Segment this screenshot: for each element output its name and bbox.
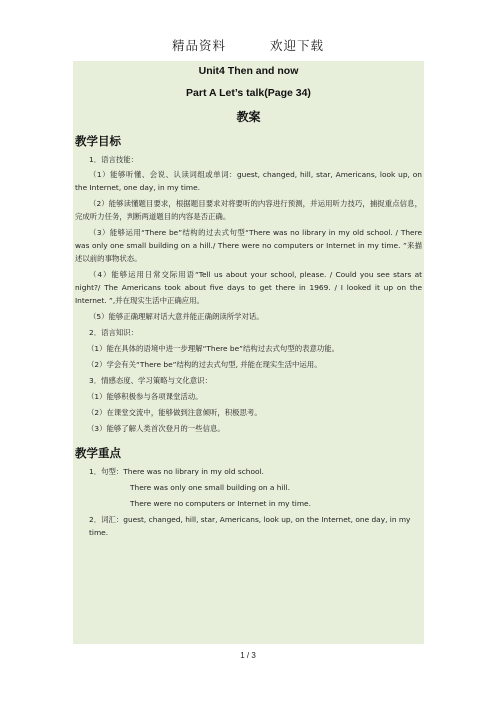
- sentence-3: There were no computers or Internet in my time.: [130, 499, 311, 508]
- skill-item-4: （4）能够运用日常交际用语“Tell us about your school, please. / Could you see stars at night?/ The Americans took about five days to get there in 1969. / I looked it up on the Internet. ”,并在现实生活中正确应用。: [75, 270, 422, 305]
- header-left-text: 精品资料: [171, 38, 226, 53]
- header-right-text: 欢迎下载: [270, 38, 325, 53]
- skill-item-2: （2）能够读懂题目要求，根据题目要求对将要听的内容进行预测，并运用听力技巧，捕捉重点信息，完成听力任务，判断两道题目的内容是否正确。: [75, 199, 422, 221]
- knowledge-item-1: （1）能在具体的语境中进一步理解“There be”结构过去式句型的表意功能。: [87, 344, 340, 353]
- skills-label: 1．语言技能：: [89, 155, 139, 164]
- sentence-2: There was only one small building on a hill.: [130, 483, 290, 492]
- sentence-label: 1．句型：: [89, 467, 124, 476]
- knowledge-label: 2．语言知识：: [89, 328, 139, 337]
- section-heading-goals: 教学目标: [75, 134, 121, 148]
- affect-item-2: （2）在课堂交流中，能够做到注意倾听，积极思考。: [87, 408, 262, 417]
- unit-title: Unit4 Then and now: [198, 65, 299, 77]
- sentence-1: There was no library in my old school.: [123, 467, 264, 476]
- affect-label: 3．情感态度、学习策略与文化意识：: [89, 376, 212, 385]
- skill-item-1: （1）能够听懂、会说、认读词组或单词：guest, changed, hill, star, Americans, look up, on the Internet, one day, in my time.: [75, 170, 422, 192]
- affect-item-3: （3）能够了解人类首次登月的一些信息。: [87, 424, 225, 433]
- knowledge-item-2: （2）学会有关“There be”结构的过去式句型, 并能在现实生活中运用。: [87, 360, 322, 369]
- doc-type-title: 教案: [236, 110, 261, 124]
- part-title: Part A Let’s talk(Page 34): [186, 87, 311, 99]
- skill-item-5: （5）能够正确理解对话大意并能正确朗读所学对话。: [89, 312, 264, 321]
- affect-item-1: （1）能够积极参与各项课堂活动。: [87, 392, 203, 401]
- lesson-plan-panel: [73, 61, 424, 644]
- page-number: 1 / 3: [240, 651, 256, 660]
- page-header: [0, 36, 496, 54]
- vocabulary-line: 2．词汇：guest, changed, hill, star, Americans, look up, on the Internet, one day, in my time.: [89, 515, 411, 537]
- skill-item-3: （3）能够运用“There be”结构的过去式句型“There was no library in my old school. / There was only one small building on a hill./ There were no computers or Internet in my time. ”来描述以前的事物状态。: [75, 228, 422, 263]
- section-heading-keypoints: 教学重点: [75, 446, 121, 460]
- sentence-pattern-row: [73, 465, 424, 478]
